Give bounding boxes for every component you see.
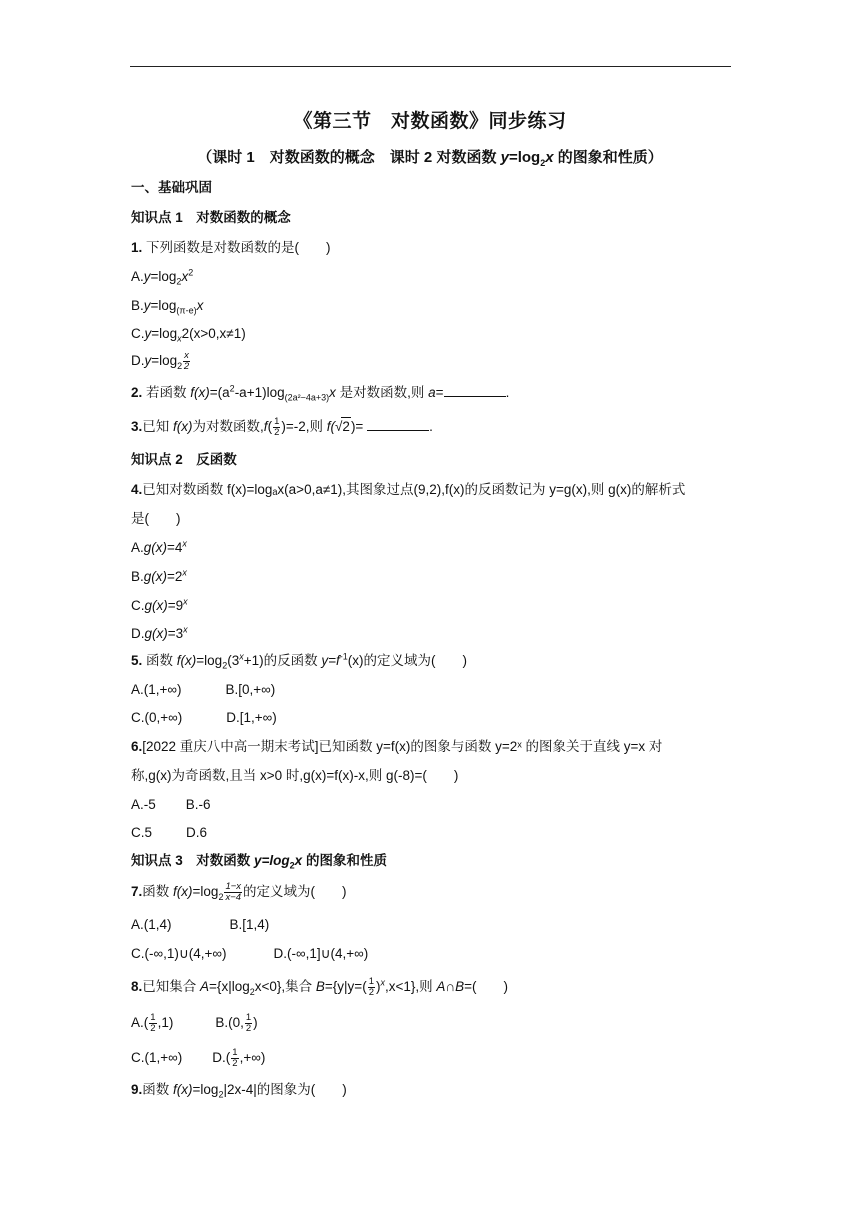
q1c-var: y <box>144 326 152 341</box>
q3-number: 3. <box>131 419 143 435</box>
q1d-var: y <box>144 353 152 369</box>
subtitle-var-y: y <box>500 149 509 166</box>
q1d-fraction <box>183 351 190 372</box>
q9-fx: f(x) <box>173 1082 193 1097</box>
q8a-numerator: 1 <box>150 1012 156 1023</box>
q4a-exp: x <box>182 538 187 549</box>
q7-option-c: C.(-∞,1)∪(4,+∞) <box>131 946 227 961</box>
q1a-x: x <box>181 269 189 284</box>
q8-option-a-pre: A.( <box>131 1015 149 1031</box>
q6-options-row-2 <box>131 824 207 842</box>
q4b-label: B. <box>131 569 144 584</box>
q9-base: 2 <box>218 1089 224 1100</box>
knowledge-point-2: 知识点 2 反函数 <box>131 452 237 467</box>
q8-fraction <box>368 977 375 998</box>
q9-number: 9. <box>131 1082 143 1097</box>
q5-option-b: B.[0,+∞) <box>225 682 276 697</box>
q5-text-b: =log <box>196 653 223 668</box>
q7-text-a: 函数 <box>142 884 174 900</box>
knowledge-point-1: 知识点 1 对数函数的概念 <box>131 210 291 225</box>
q5-options-row-2 <box>131 709 277 727</box>
q5-option-d: D.[1,+∞) <box>226 710 277 725</box>
q7-options-row-2 <box>131 945 368 963</box>
q1a-var: y <box>143 269 151 284</box>
q3-numerator: 1 <box>274 416 280 427</box>
q1b-x: x <box>196 298 204 313</box>
q7-option-a: A.(1,4) <box>131 917 172 932</box>
q3-fx: f(x) <box>173 419 193 435</box>
q2-fx: f(x) <box>190 385 210 400</box>
q3-text-c: =-2,则 <box>285 419 327 435</box>
section-heading: 一、基础巩固 <box>131 180 212 195</box>
q1-number: 1. <box>131 240 143 255</box>
q6-option-c: C.5 <box>131 825 153 840</box>
q4a-eq: =4 <box>167 540 183 555</box>
q5-inverse-exp: -1 <box>339 651 348 662</box>
q8-text-a: 已知集合 <box>142 979 201 995</box>
q2-text-d: 是对数函数,则 <box>335 385 429 400</box>
q1c-base: x <box>177 333 182 344</box>
q4a-g: g(x) <box>143 540 168 555</box>
question-7 <box>131 882 347 903</box>
q8-set-b: B <box>315 979 325 995</box>
q2-text-c: -a+1)log <box>234 385 285 400</box>
q1b-var: y <box>143 298 151 313</box>
q8d-denominator: 2 <box>232 1058 238 1069</box>
q3-text-b: 为对数函数, <box>192 419 264 435</box>
q8d-fraction <box>231 1048 238 1069</box>
q5-text-c: (3 <box>227 653 240 668</box>
q5-text-d: +1)的反函数 <box>243 653 322 668</box>
q8d-numerator: 1 <box>232 1047 238 1058</box>
q8-text-e: ) <box>375 979 381 995</box>
q1c-label: C. <box>131 326 145 341</box>
q1c-log: =log <box>151 326 178 341</box>
q8-set-a: A <box>200 979 210 995</box>
q1a-exp: 2 <box>188 267 194 278</box>
q4b-exp: x <box>182 567 187 578</box>
q1-text: 下列函数是对数函数的是( ) <box>142 240 331 255</box>
subtitle-suffix: 的图象和性质） <box>553 149 663 166</box>
q7-denominator: x−4 <box>225 892 242 903</box>
q4c-g: g(x) <box>144 598 168 613</box>
q7-option-b: B.[1,4) <box>229 917 270 932</box>
q5-base: 2 <box>222 660 228 671</box>
q5-number: 5. <box>131 653 143 668</box>
q1-option-a <box>131 268 193 286</box>
q3-radicand: 2 <box>342 419 350 435</box>
question-5 <box>131 652 467 670</box>
q5-text-e: (x)的定义域为( ) <box>347 653 467 668</box>
kp3-base: 2 <box>289 860 295 871</box>
q8-intersection: A∩B <box>436 979 465 995</box>
q1a-base: 2 <box>176 276 182 287</box>
q3-answer-blank[interactable] <box>367 418 429 431</box>
q8-text-g: =( ) <box>464 979 508 995</box>
q2-text-b: =(a <box>209 385 230 400</box>
q1c-rest: 2(x>0,x≠1) <box>181 326 246 341</box>
q2-number: 2. <box>131 385 143 400</box>
question-4-line-1 <box>131 481 685 499</box>
q8-number: 8. <box>131 979 143 995</box>
q9-text-a: 函数 <box>142 1082 174 1097</box>
q4d-g: g(x) <box>144 626 168 641</box>
q8-base: 2 <box>249 986 255 997</box>
q8b-denominator: 2 <box>245 1023 252 1034</box>
q6-options-row-1 <box>131 796 211 814</box>
question-6-line-2: 称,g(x)为奇函数,且当 x>0 时,g(x)=f(x)-x,则 g(-8)=( ) <box>131 768 459 783</box>
q8-text-f: ,x<1},则 <box>384 979 437 995</box>
kp3-x: x <box>294 853 303 868</box>
header-rule <box>130 66 731 67</box>
q8-option-a-post: ,1) <box>157 1015 174 1031</box>
q9-text-c: |2x-4|的图象为( ) <box>223 1082 347 1097</box>
question-4-line-2: 是( ) <box>131 511 181 526</box>
q1b-log: =log <box>150 298 177 313</box>
q1b-label: B. <box>131 298 144 313</box>
q5-exp: x <box>239 651 244 662</box>
q7-base: 2 <box>218 891 224 902</box>
kp3-formula: y=log <box>254 853 290 868</box>
q6-text-line-1: [2022 重庆八中高一期末考试]已知函数 y=f(x)的图象与函数 y=2ˣ 的图象关于直线 y=x 对 <box>142 739 663 754</box>
q8a-denominator: 2 <box>150 1023 156 1034</box>
q2-x: x <box>329 385 336 400</box>
q8b-numerator: 1 <box>245 1012 252 1023</box>
q3-period: . <box>429 419 433 435</box>
q8-denominator: 2 <box>368 987 374 998</box>
q1b-base: (π-e) <box>176 305 197 316</box>
q4b-g: g(x) <box>143 569 168 584</box>
q4c-exp: x <box>183 596 188 607</box>
q4-option-d <box>131 625 188 643</box>
q3-text-d: )= <box>350 419 368 435</box>
q3-fraction <box>273 417 280 438</box>
q7-fraction <box>224 882 242 903</box>
q2-a: a <box>428 385 436 400</box>
q7-fx: f(x) <box>173 884 193 900</box>
q3-f: f <box>263 419 268 435</box>
q1-option-c <box>131 325 246 343</box>
q8-option-b-pre: B.(0, <box>215 1015 244 1031</box>
subtitle-log: =log <box>508 149 541 166</box>
q8-options-row-2 <box>131 1048 265 1069</box>
q9-text-b: =log <box>192 1082 219 1097</box>
q3-f2: f( <box>326 419 335 435</box>
q6-number: 6. <box>131 739 143 754</box>
kp3-prefix: 知识点 3 对数函数 <box>131 853 255 868</box>
q8-text-b: ={x|log <box>209 979 250 995</box>
q8-option-c: C.(1,+∞) <box>131 1050 183 1066</box>
question-6-line-1 <box>131 738 662 756</box>
q8-option-b-post: ) <box>253 1015 258 1031</box>
q1d-denominator: 2 <box>183 361 190 372</box>
q2-exp: 2 <box>229 383 235 394</box>
question-8 <box>131 977 508 998</box>
q8b-fraction <box>245 1013 252 1034</box>
q4-option-a <box>131 539 187 557</box>
q7-options-row-1 <box>131 916 269 934</box>
q2-text-a: 若函数 <box>142 385 191 400</box>
q3-text-a: 已知 <box>142 419 174 435</box>
q6-option-b: B.-6 <box>185 797 211 812</box>
q5-fx: f(x) <box>176 653 197 668</box>
q1a-log: =log <box>150 269 177 284</box>
q8-option-d-post: ,+∞) <box>239 1050 266 1066</box>
question-2 <box>131 384 509 402</box>
q4d-eq: =3 <box>167 626 184 641</box>
q3-denominator: 2 <box>274 427 280 438</box>
q1-option-b <box>131 297 203 315</box>
knowledge-point-3 <box>131 852 387 870</box>
q7-option-d: D.(-∞,1]∪(4,+∞) <box>273 946 369 961</box>
question-3: 3.已知 f(x)为对数函数,f( $\frac{1}{2}$ )=-2,则 f(√2)= . <box>131 416 433 438</box>
q7-number: 7. <box>131 884 143 900</box>
subtitle-prefix: （课时 1 对数函数的概念 课时 2 对数函数 <box>197 149 501 166</box>
kp3-suffix: 的图象和性质 <box>302 853 387 868</box>
page-title: 《第三节 对数函数》同步练习 <box>293 111 567 132</box>
q7-text-b: =log <box>192 884 219 900</box>
q2-answer-blank[interactable] <box>444 384 506 397</box>
q4b-eq: =2 <box>167 569 183 584</box>
q8-numerator: 1 <box>368 976 374 987</box>
q5-y: y=f <box>321 653 340 668</box>
q6-option-a: A.-5 <box>131 797 156 812</box>
q4c-label: C. <box>131 598 145 613</box>
q8-options-row-1 <box>131 1013 258 1034</box>
q4d-exp: x <box>183 624 188 635</box>
q4-text-line-1: 已知对数函数 f(x)=logₐx(a>0,a≠1),其图象过点(9,2),f(x)的反函数记为 y=g(x),则 g(x)的解析式 <box>142 482 686 497</box>
subtitle-var-x: x <box>545 149 554 166</box>
q4-option-c <box>131 597 188 615</box>
q1-option-d <box>131 351 191 372</box>
q8-exp: x <box>380 977 385 988</box>
q6-option-d: D.6 <box>186 825 208 840</box>
q5-option-c: C.(0,+∞) <box>131 710 183 725</box>
page-subtitle <box>0 146 860 167</box>
q8a-fraction <box>149 1013 156 1034</box>
q2-text-e: = <box>435 385 444 400</box>
q2-period: . <box>505 385 510 400</box>
q8-text-d: ={y|y=( <box>324 979 367 995</box>
subtitle-log-base: 2 <box>540 158 546 168</box>
q5-text-a: 函数 <box>142 653 177 668</box>
q8-option-d-pre: D.( <box>212 1050 231 1066</box>
q1d-label: D. <box>131 353 145 369</box>
q5-option-a: A.(1,+∞) <box>131 682 182 697</box>
q1a-label: A. <box>131 269 144 284</box>
q4d-label: D. <box>131 626 145 641</box>
q8-text-c: x<0},集合 <box>254 979 316 995</box>
q1d-base: 2 <box>177 360 183 371</box>
q4-option-b <box>131 568 187 586</box>
q1d-log: =log <box>151 353 178 369</box>
q7-text-c: 的定义域为( ) <box>243 884 347 900</box>
q5-options-row-1 <box>131 681 275 699</box>
q4-number: 4. <box>131 482 143 497</box>
q1d-numerator: x <box>184 350 189 361</box>
q4c-eq: =9 <box>167 598 184 613</box>
q7-numerator: 1−x <box>225 881 242 892</box>
q2-base: (2a²−4a+3) <box>284 392 330 403</box>
q4a-label: A. <box>131 540 144 555</box>
question-1 <box>131 239 331 257</box>
question-9 <box>131 1081 347 1099</box>
